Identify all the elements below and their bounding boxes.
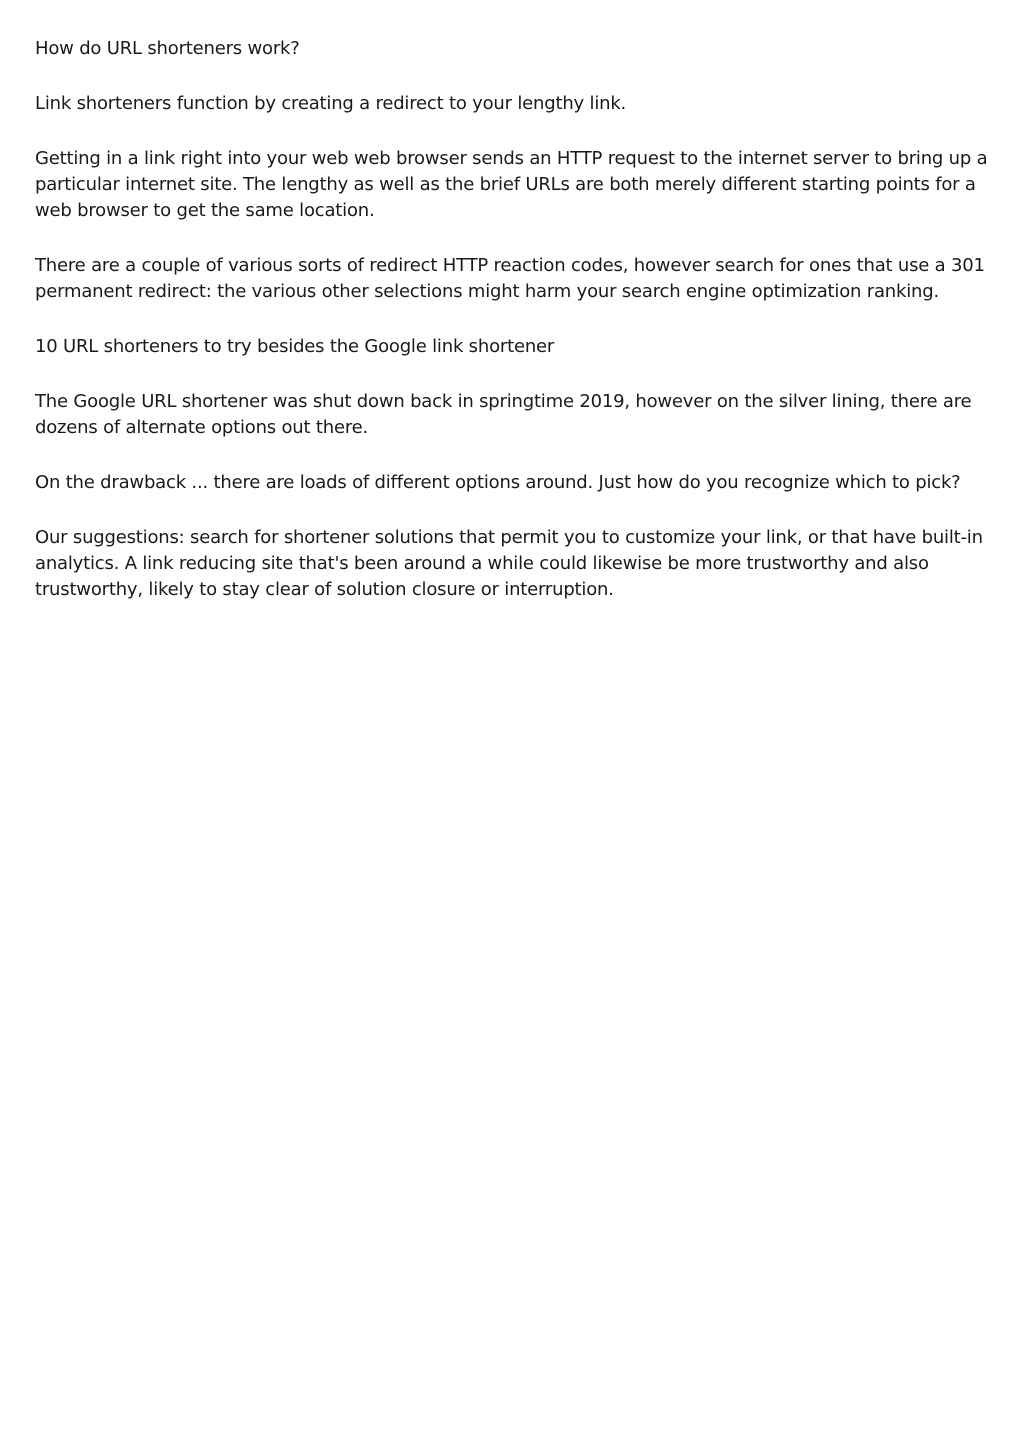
paragraph-heading-10-url-shorteners: 10 URL shorteners to try besides the Google link shortener — [35, 336, 555, 357]
paragraph: Our suggestions: search for shortener solutions that permit you to customize your link, or that have built-in analytics. A link reducing site that's been around a while could likewise be more trustworthy and also trustworthy, likely to stay clear of solution closure or interruption. — [35, 527, 983, 600]
paragraph: The Google URL shortener was shut down back in springtime 2019, however on the silver lining, there are dozens of alternate options out there. — [35, 391, 972, 438]
document-body — [35, 36, 990, 632]
paragraph: There are a couple of various sorts of redirect HTTP reaction codes, however search for ones that use a 301 permanent redirect: the various other selections might harm your search engine optimization ranking. — [35, 255, 985, 302]
paragraph: Getting in a link right into your web web browser sends an HTTP request to the internet server to bring up a particular internet site. The lengthy as well as the brief URLs are both merely different starting points for a web browser to get the same location. — [35, 148, 988, 221]
paragraph-heading-how-url-shorteners-work: How do URL shorteners work? — [35, 38, 300, 59]
paragraph: Link shorteners function by creating a redirect to your lengthy link. — [35, 93, 627, 114]
paragraph: On the drawback ... there are loads of different options around. Just how do you recognize which to pick? — [35, 472, 961, 493]
